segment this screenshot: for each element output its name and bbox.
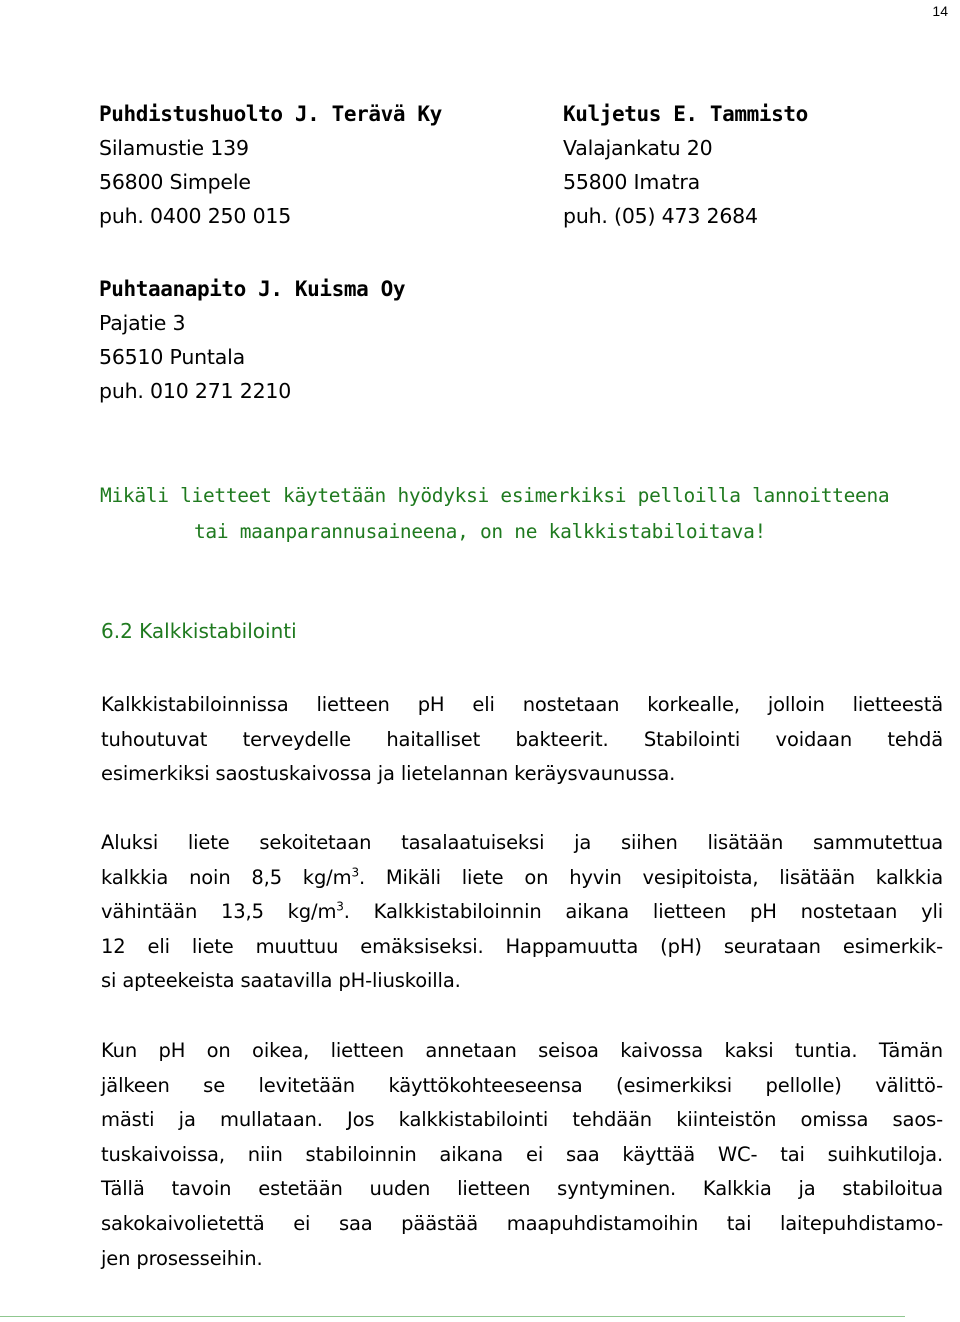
paragraph-lime-dosage	[101, 826, 943, 999]
text-segment: . Mikäli liete on hyvin vesipitoista, lisätään kalkkia	[358, 865, 944, 889]
paragraph-line: Aluksi liete sekoitetaan tasalaatuiseksi ja siihen lisätään sammutettua	[101, 831, 943, 854]
paragraph-line-with-superscript	[101, 861, 943, 896]
contact-name: Kuljetus E. Tammisto	[563, 102, 808, 126]
text-segment: vähintään 13,5 kg/m	[101, 900, 337, 924]
paragraph-line: sakokaivolietettä ei saa päästää maapuhdistamoihin tai laitepuhdistamo-	[101, 1211, 943, 1235]
notice-line: Mikäli lietteet käytetään hyödyksi esimerkiksi pelloilla lannoitteena	[100, 484, 890, 507]
contact-city: 55800 Imatra	[563, 170, 700, 194]
paragraph-line: 12 eli liete muuttuu emäksiseksi. Happamuutta (pH) seurataan esimerkik-	[101, 934, 943, 958]
superscript: 3	[336, 899, 344, 914]
paragraph-lime-stabilization-intro	[101, 688, 943, 792]
contact-street: Valajankatu 20	[563, 136, 713, 160]
contact-name: Puhtaanapito J. Kuisma Oy	[99, 277, 406, 301]
footer-rule	[0, 1316, 905, 1317]
paragraph-line: Kalkkistabiloinnissa lietteen pH eli nostetaan korkealle, jolloin lietteestä	[101, 693, 943, 716]
paragraph-line: jälkeen se levitetään käyttökohteeseensa (esimerkiksi pellolle) välittö-	[101, 1073, 943, 1097]
paragraph-line: tuhoutuvat terveydelle haitalliset bakteerit. Stabilointi voidaan tehdä	[101, 727, 943, 751]
contact-city: 56800 Simpele	[99, 170, 251, 194]
contact-phone: puh. 010 271 2210	[99, 379, 292, 403]
contact-puhdistushuolto	[99, 97, 442, 233]
paragraph-line: Tällä tavoin estetään uuden lietteen syntyminen. Kalkkia ja stabiloitua	[101, 1177, 943, 1201]
contact-street: Silamustie 139	[99, 136, 249, 160]
contact-city: 56510 Puntala	[99, 345, 245, 369]
contact-name: Puhdistushuolto J. Terävä Ky	[99, 102, 442, 126]
paragraph-line: jen prosesseihin.	[101, 1246, 263, 1270]
paragraph-line-with-superscript	[101, 895, 943, 930]
paragraph-after-stabilization	[101, 1034, 943, 1276]
text-segment: . Kalkkistabiloinnin aikana lietteen pH nostetaan yli	[343, 900, 944, 924]
paragraph-line: tuskaivoissa, niin stabiloinnin aikana ei saa käyttää WC- tai suihkutiloja.	[101, 1142, 943, 1166]
page-number: 14	[932, 3, 948, 19]
superscript: 3	[351, 865, 359, 880]
contact-puhtaanapito	[99, 272, 405, 408]
paragraph-line: si apteekeista saatavilla pH-liuskoilla.	[101, 969, 461, 993]
contact-phone: puh. (05) 473 2684	[563, 204, 758, 228]
paragraph-line: mästi ja mullataan. Jos kalkkistabilointi tehdään kiinteistön omissa saos-	[101, 1108, 943, 1132]
contact-phone: puh. 0400 250 015	[99, 204, 292, 228]
notice-line: tai maanparannusaineena, on ne kalkkistabiloitava!	[193, 520, 766, 543]
section-heading: 6.2 Kalkkistabilointi	[101, 619, 297, 643]
paragraph-line: Kun pH on oikea, lietteen annetaan seisoa kaivossa kaksi tuntia. Tämän	[101, 1039, 943, 1062]
lime-stabilization-notice	[100, 478, 890, 550]
contact-street: Pajatie 3	[99, 311, 186, 335]
text-segment: kalkkia noin 8,5 kg/m	[101, 865, 352, 889]
contact-kuljetus	[563, 97, 808, 233]
paragraph-line: esimerkiksi saostuskaivossa ja lietelannan keräysvaunussa.	[101, 762, 676, 786]
